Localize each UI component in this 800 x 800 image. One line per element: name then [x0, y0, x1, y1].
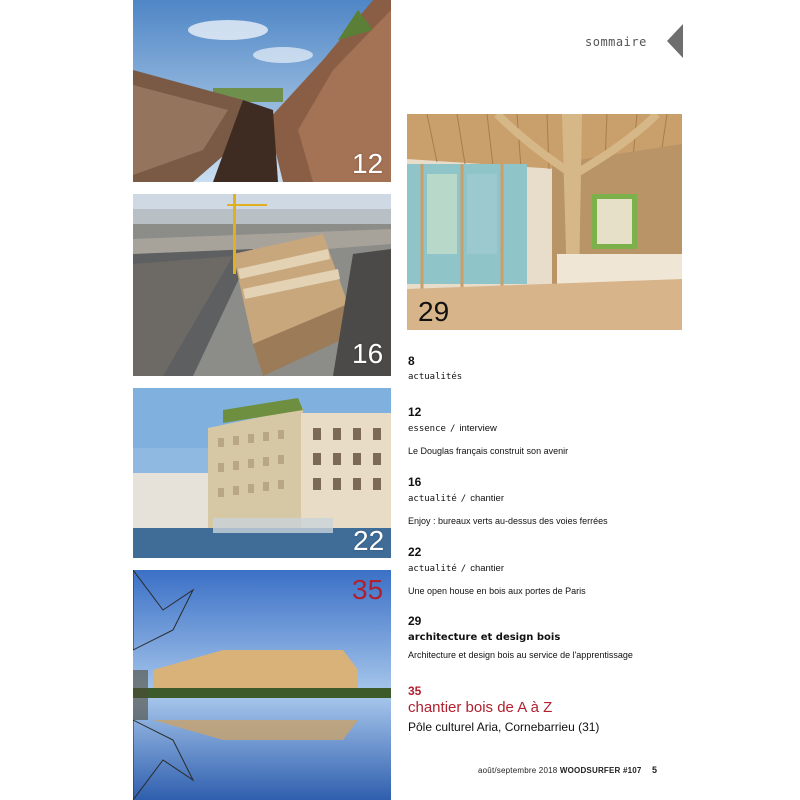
entry-page-number: 35: [408, 684, 422, 698]
entry-separator: /: [460, 494, 467, 504]
entry-page-number: 22: [408, 545, 422, 559]
photo-page-number: 29: [418, 296, 450, 327]
entry-subcategory: interview: [459, 423, 497, 434]
photo-cultural-centre: [133, 570, 391, 800]
arrow-left-icon: [667, 24, 683, 58]
entry-separator: /: [460, 564, 467, 574]
entry-category: architecture et design bois: [408, 632, 561, 643]
photo-page-number: 16: [352, 338, 384, 369]
toc-entry[interactable]: [408, 475, 788, 527]
entry-separator: /: [449, 424, 456, 434]
toc-entry[interactable]: [408, 545, 788, 597]
photo-page-number: 12: [352, 148, 384, 179]
photo-essence-log: [133, 0, 391, 182]
entry-page-number: 8: [408, 354, 415, 368]
page-number: 5: [652, 765, 658, 775]
entry-title: Pôle culturel Aria, Cornebarrieu (31): [408, 720, 600, 734]
toc-entry[interactable]: [408, 614, 788, 661]
toc-entry[interactable]: [408, 354, 788, 384]
page-footer: [478, 766, 642, 775]
entry-title: Le Douglas français construit son avenir: [408, 446, 569, 456]
photo-page-number: 22: [353, 525, 385, 556]
entry-page-number: 12: [408, 405, 422, 419]
entry-page-number: 16: [408, 475, 422, 489]
photo-construction-site: [133, 194, 391, 376]
photo-page-number: 35: [352, 574, 384, 605]
entry-category: essence: [408, 424, 446, 434]
photo-open-house-building: [133, 388, 391, 558]
footer-issue: août/septembre 2018: [478, 766, 558, 775]
entry-category: actualité: [408, 494, 457, 504]
entry-subcategory: chantier: [470, 563, 505, 574]
entry-title: Architecture et design bois au service de l'apprentissage: [408, 650, 633, 660]
entry-category: chantier bois de A à Z: [408, 699, 553, 716]
entry-category: actualités: [408, 372, 463, 382]
entry-page-number: 29: [408, 614, 422, 628]
toc-entry[interactable]: [408, 405, 788, 457]
toc-entry-featured[interactable]: [408, 684, 788, 735]
entry-subcategory: chantier: [470, 493, 505, 504]
footer-magazine: WOODSURFER #107: [559, 766, 642, 775]
photo-wood-interior: [407, 114, 682, 330]
entry-category: actualité: [408, 564, 457, 574]
section-label: sommaire: [585, 35, 647, 49]
entry-title: Une open house en bois aux portes de Paris: [408, 586, 586, 596]
entry-title: Enjoy : bureaux verts au-dessus des voies ferrées: [408, 516, 608, 526]
